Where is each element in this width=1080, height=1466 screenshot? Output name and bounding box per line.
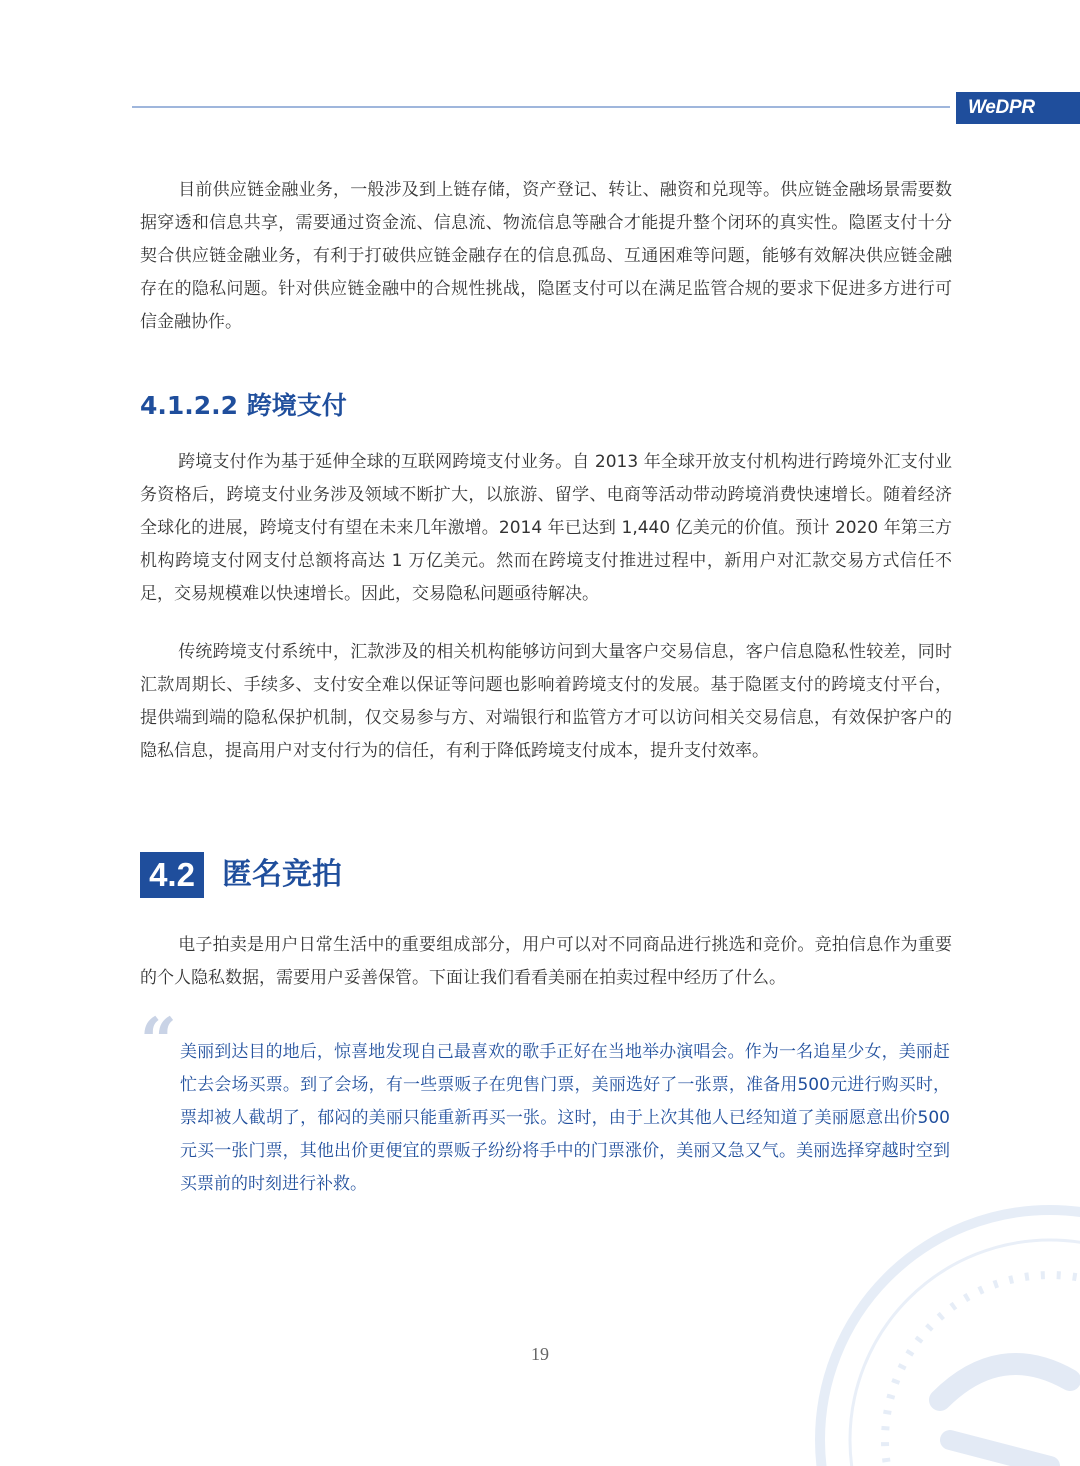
paragraph-cross-border-traditional-text: 传统跨境支付系统中，汇款涉及的相关机构能够访问到大量客户交易信息，客户信息隐私性较差，同时汇款周期长、手续多、支付安全难以保证等问题也影响着跨境支付的发展。基于隐匿支付的跨境支付平台，提供端到端的隐私保护机制，仅交易参与方、对端银行和监管方才可以访问相关交易信息，有效保护客户的隐私信息，提高用户对支付行为的信任，有利于降低跨境支付成本，提升支付效率。	[140, 642, 952, 761]
paragraph-supply-chain	[140, 174, 952, 339]
decorative-watermark-icon	[800, 1190, 1080, 1466]
header-divider	[132, 106, 950, 108]
paragraph-cross-border-intro-text: 跨境支付作为基于延伸全球的互联网跨境支付业务。自 2013 年全球开放支付机构进行跨境外汇支付业务资格后，跨境支付业务涉及领域不断扩大，以旅游、留学、电商等活动带动跨境消费快速增长。随着经济全球化的进展，跨境支付有望在未来几年激增。2014 年已达到 1,440 亿美元的价值。预计 2020 年第三方机构跨境支付网支付总额将高达 1 万亿美元。然而在跨境支付推进过程中，新用户对汇款交易方式信任不足，交易规模难以快速增长。因此，交易隐私问题亟待解决。	[140, 452, 952, 604]
paragraph-auction-intro-text: 电子拍卖是用户日常生活中的重要组成部分，用户可以对不同商品进行挑选和竞价。竞拍信息作为重要的个人隐私数据，需要用户妥善保管。下面让我们看看美丽在拍卖过程中经历了什么。	[140, 935, 952, 988]
quote-mark-icon: “	[140, 1004, 177, 1079]
brand-logo	[956, 92, 1080, 124]
paragraph-supply-chain-text: 目前供应链金融业务，一般涉及到上链存储，资产登记、转让、融资和兑现等。供应链金融场景需要数据穿透和信息共享，需要通过资金流、信息流、物流信息等融合才能提升整个闭环的真实性。隐匿支付十分契合供应链金融业务，有利于打破供应链金融存在的信息孤岛、互通困难等问题，能够有效解决供应链金融存在的隐私问题。针对供应链金融中的合规性挑战，隐匿支付可以在满足监管合规的要求下促进多方进行可信金融协作。	[140, 180, 952, 332]
story-quote: 美丽到达目的地后，惊喜地发现自己最喜欢的歌手正好在当地举办演唱会。作为一名追星少女，美丽赶忙去会场买票。到了会场，有一些票贩子在兜售门票，美丽选好了一张票，准备用500元进行购买时，票却被人截胡了，郁闷的美丽只能重新再买一张。这时，由于上次其他人已经知道了美丽愿意出价500元买一张门票，其他出价更便宜的票贩子纷纷将手中的门票涨价，美丽又急又气。美丽选择穿越时空到买票前的时刻进行补救。	[180, 1042, 950, 1194]
paragraph-auction-intro	[140, 929, 952, 995]
paragraph-cross-border-traditional	[140, 636, 952, 768]
brand-logo-text: WeDPR	[968, 97, 1035, 118]
paragraph-cross-border-intro	[140, 446, 952, 611]
section-title: 匿名竞拍	[222, 857, 342, 892]
section-number-badge: 4.2	[140, 852, 204, 898]
subsection-heading: 4.1.2.2 跨境支付	[140, 391, 347, 420]
page-number: 19	[531, 1344, 549, 1364]
